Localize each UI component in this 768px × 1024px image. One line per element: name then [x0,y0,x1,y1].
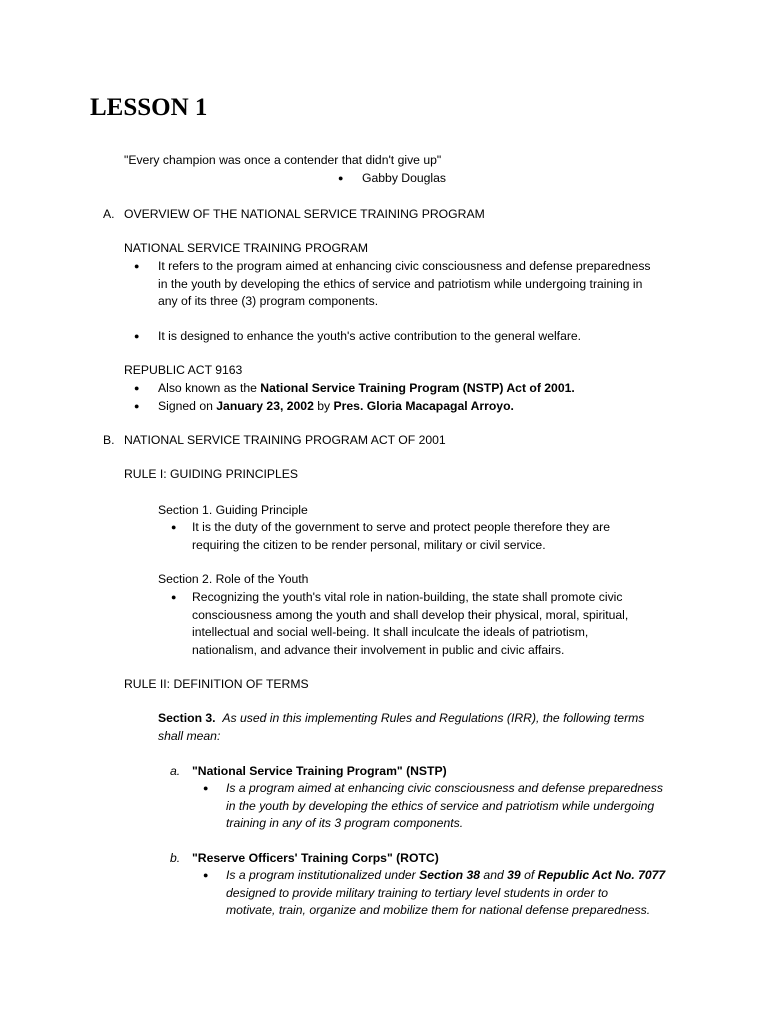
term-b-section39: 39 [507,868,521,882]
ra-bullet2-mid: by [313,399,334,413]
section-a-marker: A. [103,207,115,221]
ra-bullet2 [158,398,514,416]
term-a-line3: training in any of its 3 program components. [226,816,464,830]
bullet-icon: ● [134,331,140,341]
term-a-line2: in the youth by developing the ethics of service and patriotism while undergoing [226,798,655,813]
section2-line4: nationalism, and advance their involvement in public and civic affairs. [192,642,565,657]
section3-label: Section 3. [158,711,216,725]
quote-bullet-icon: ● [338,173,344,183]
ra-bullet1 [158,380,575,398]
section1-line2: requiring the citizen to be render personal, military or civil service. [192,537,546,552]
term-b-and: and [480,868,508,882]
section3-line2: shall mean: [158,728,221,743]
term-b-line1-text: Is a program institutionalized under [226,868,420,882]
quote-author: Gabby Douglas [362,171,447,185]
rule2-heading: RULE II: DEFINITION OF TERMS [124,677,309,691]
nstp-bullet1-line2: in the youth by developing the ethics of service and patriotism while undergoing training in [158,276,643,291]
nstp-subheading: NATIONAL SERVICE TRAINING PROGRAM [124,241,369,255]
term-b-line1 [226,867,665,885]
section3-text: As used in this implementing Rules and Regulations (IRR), the following terms [222,711,645,725]
ra-bullet2-text: Signed on [158,399,217,413]
ra-bullet2-date: January 23, 2002 [216,399,314,413]
bullet-icon: ● [203,870,209,880]
term-a-name: "National Service Training Program" (NSTP) [192,764,447,778]
nstp-bullet2: It is designed to enhance the youth's active contribution to the general welfare. [158,329,582,343]
section-b-marker: B. [103,433,115,447]
term-a-marker: a. [170,764,181,778]
bullet-icon: ● [203,783,209,793]
section3-line1 [158,710,644,728]
term-b-line2: designed to provide military training to tertiary level students in order to [226,885,609,900]
term-a-line1: Is a program aimed at enhancing civic consciousness and defense preparedness [226,781,663,795]
section-b-heading: NATIONAL SERVICE TRAINING PROGRAM ACT OF 2001 [124,433,446,447]
ra-bullet1-bold: National Service Training Program (NSTP) Act of 2001. [260,381,575,395]
nstp-bullet1-line1: It refers to the program aimed at enhancing civic consciousness and defense preparedness [158,259,651,273]
section2-line3: intellectual and social well-being. It shall inculcate the ideals of patriotism, [192,625,589,639]
section1-heading: Section 1. Guiding Principle [158,503,308,517]
term-b-name: "Reserve Officers' Training Corps" (ROTC) [192,851,439,865]
lesson-title: LESSON 1 [90,94,208,121]
term-b-section38: Section 38 [419,868,481,882]
term-b-line3: motivate, train, organize and mobilize them for national defense preparedness. [226,903,651,917]
nstp-bullet1-line3: any of its three (3) program components. [158,294,379,308]
quote-text: "Every champion was once a contender that didn't give up" [124,153,442,167]
bullet-icon: ● [134,383,140,393]
bullet-icon: ● [134,261,140,271]
bullet-icon: ● [171,522,177,532]
section1-line1: It is the duty of the government to serve and protect people therefore they are [192,520,611,534]
ra-bullet1-text: Also known as the [158,381,261,395]
term-b-of: of [520,868,538,882]
bullet-icon: ● [171,592,177,602]
term-b-marker: b. [170,851,181,865]
section-a-heading: OVERVIEW OF THE NATIONAL SERVICE TRAINING PROGRAM [124,207,485,221]
section2-line2: consciousness among the youth and shall develop their physical, moral, spiritual, [192,607,629,622]
rule1-heading: RULE I: GUIDING PRINCIPLES [124,467,299,481]
section2-line1: Recognizing the youth's vital role in nation-building, the state shall promote civic [192,590,623,604]
ra-bullet2-president: Pres. Gloria Macapagal Arroyo. [333,399,514,413]
ra-heading: REPUBLIC ACT 9163 [124,363,243,377]
section2-heading: Section 2. Role of the Youth [158,572,309,586]
term-b-ra: Republic Act No. 7077 [537,868,666,882]
bullet-icon: ● [134,401,140,411]
